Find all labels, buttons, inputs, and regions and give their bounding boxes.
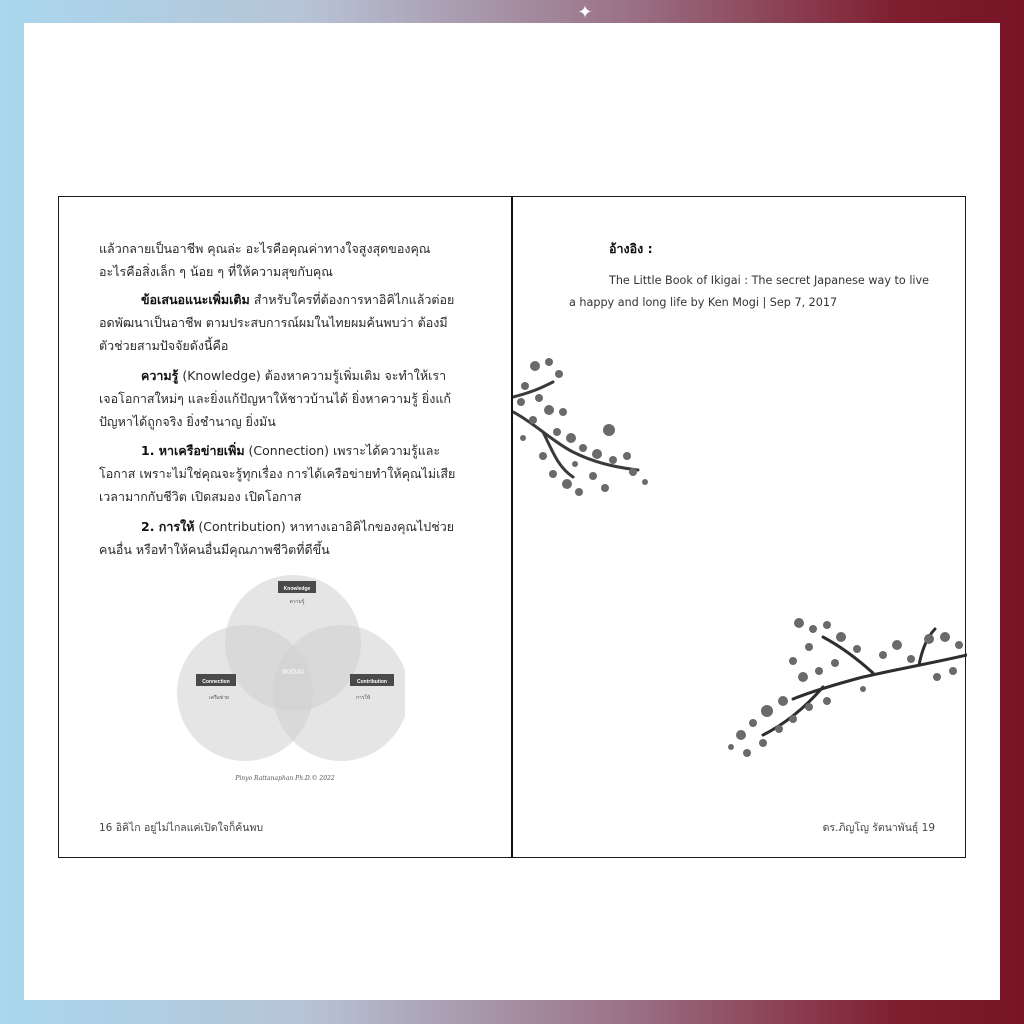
knowledge-label: Knowledge — [283, 586, 311, 592]
page-number-left: 16 อิคิไก อยู่ไม่ไกลแค่เปิดใจก็ค้นพบ — [99, 822, 264, 834]
paragraph-2: ข้อเสนอแนะเพิ่มเติม สำหรับใครที่ต้องการหาอิคิไกแล้วต่อยอดพัฒนาเป็นอาชีพ ตามประสบการณ์ผมในไทยผมค้นพบว่า ต้องมีตัวช่วยสามปัจจัยดังนี้คือ — [99, 292, 455, 353]
connection-sublabel: เครือข่าย — [209, 695, 229, 701]
contribution-circle — [273, 625, 405, 761]
paragraph-4: 1. หาเครือข่ายเพิ่ม (Connection) เพราะได้ความรู้และโอกาส เพราะไม่ใช่คุณจะรู้ทุกเรื่อง การได้เครือข่ายทำให้คุณไม่เสียเวลามากกับชีวิต เปิดสมอง เปิดโอกาส — [99, 443, 456, 504]
right-page — [513, 197, 965, 857]
product-card — [24, 23, 1000, 1000]
ikigai-center-label: IKIGAI — [282, 669, 304, 676]
page-number-right: ดร.ภิญโญ รัตนาพันธุ์ 19 — [822, 822, 935, 834]
paragraph-1: แล้วกลายเป็นอาชีพ คุณล่ะ อะไรคือคุณค่าทางใจสูงสุดของคุณ อะไรคือสิ่งเล็ก ๆ น้อย ๆ ที่ให้ความสุขกับคุณ — [99, 241, 431, 279]
paragraph-5: 2. การให้ (Contribution) หาทางเอาอิคิไกของคุณไปช่วยคนอื่น หรือทำให้คนอื่นมีคุณภาพชีวิตที่ดีขึ้น — [99, 519, 455, 557]
left-page — [59, 197, 511, 857]
contribution-sublabel: การให้ — [355, 695, 371, 701]
sparkle-icon: ✦ — [577, 2, 593, 23]
diagram-credit: Pinyo Rattanaphan Ph.D.© 2022 — [235, 775, 335, 782]
book-spread — [58, 196, 966, 858]
knowledge-sublabel: ความรู้ — [289, 599, 305, 605]
reference-text: The Little Book of Ikigai : The secret Japanese way to live a happy and long life by Ken Mogi | Sep 7, 2017 — [569, 274, 930, 309]
contribution-label: Contribution — [357, 679, 387, 685]
reference-title: อ้างอิง : — [609, 241, 653, 256]
connection-label: Connection — [202, 679, 230, 685]
blossom-branch-top — [513, 352, 653, 512]
paragraph-3: ความรู้ (Knowledge) ต้องหาความรู้เพิ่มเติม จะทำให้เราเจอโอกาสใหม่ๆ และยิ่งแก้ปัญหาให้ชาวบ้านได้ ยิ่งหาความรู้ ยิ่งแก้ปัญหาได้ถูกจริง ยิ่งชำนาญ ยิ่งมัน — [99, 368, 451, 429]
ikigai-venn-diagram — [175, 573, 405, 773]
blossom-branch-bottom — [723, 615, 967, 765]
